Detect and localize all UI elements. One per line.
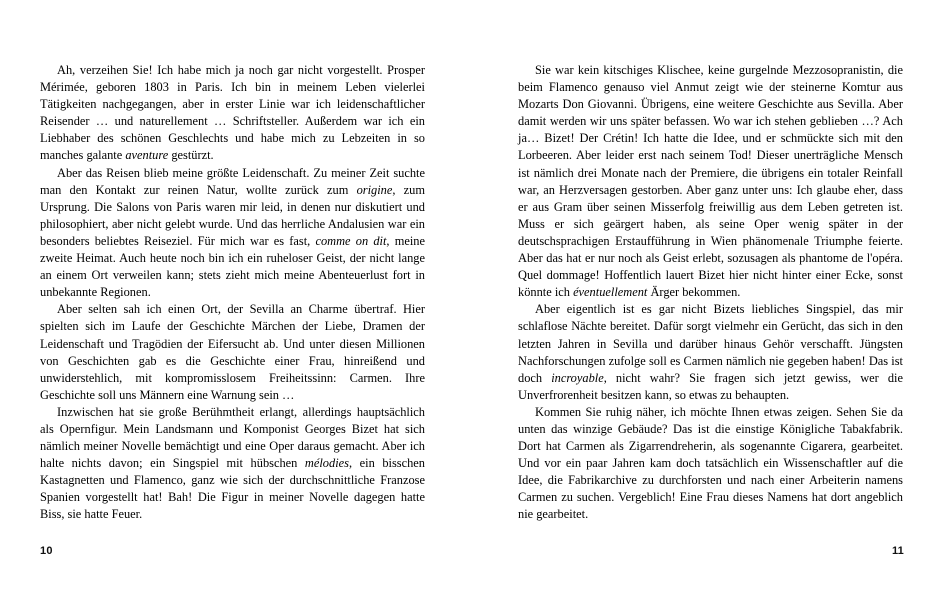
paragraph: Kommen Sie ruhig näher, ich möchte Ihnen etwas zeigen. Sehen Sie da unten das winzige Gebäude? Das ist die einstige Königliche Tabakfabrik. Dort hat Carmen als Zigarrendreherin, als sogenannte Cigarera, gearbeitet. Und vor ein paar Jahren kam doch tatsächlich ein Wissenschaftler auf die Idee, die Fabrikarchive zu durchforsten und nach einer Arbeiterin namens Carmen zu suchen. Vergeblich! Eine Frau dieses Namens hat dort angeblich nie gearbeitet. <box>518 404 903 522</box>
page-number-right: 11 <box>891 545 904 557</box>
paragraph: Aber selten sah ich einen Ort, der Sevilla an Charme übertraf. Hier spielten sich im Laufe der Geschichte Märchen der Liebe, Dramen der Leidenschaft und Tragödien der Eifersucht ab. Und unter diesen Millionen von Geschichten gab es die Geschichte einer Frau, hinreißend und unwiderstehlich, mit kompromisslosem Freiheitssinn: Carmen. Ihre Geschichte soll uns Männern eine Warnung sein … <box>40 302 425 402</box>
paragraph: Sie war kein kitschiges Klischee, keine gurgelnde Mezzosopranistin, die beim Flamenco genauso viel Anmut zeigt wie der steinerne Komtur aus Mozarts Don Giovanni. Übrigens, eine weitere Geschichte aus Sevilla. Aber damit werden wir uns später befassen. Wo war ich stehen geblieben …? Ach ja… Bizet! Der Crétin! Ich hatte die Idee, und er schmückte sich mit den Lorbeeren. Aber leider erst nach seinem Tod! Dieser unerträgliche Mensch ist nämlich drei Monate nach der Premiere, die übrigens ein totaler Reinfall war, an Herzversagen gestorben. Aber ganz unter uns: Ich glaube eher, dass er aus Gram über seinen Misserfolg freiwillig aus dem Leben getreten ist. Muss er sich geärgert haben, als seine Oper wenig später in der deutschsprachigen Erstaufführung in Wien phänomenale Triumphe feierte. Aber das hat er nur noch als Geist erlebt, sozusagen als phantome de l'opéra. Quel dommage! Hoffentlich lauert Bizet hier nicht hinter einer Ecke, sonst könnte ich éventuellement Ärger bekommen. <box>518 63 903 300</box>
paragraph: Aber eigentlich ist es gar nicht Bizets liebliches Singspiel, das mir schlaflose Nächte bereitet. Dafür sorgt vielmehr ein Gerücht, das sich in den letzten Jahren in Sevilla und darüber hinaus Gehör verschafft. Jüngsten Nachforschungen zufolge soll es Carmen nämlich nie gegeben haben! Das ist doch incroyable, nicht wahr? Sie fragen sich jetzt gewiss, wer die Unverfrorenheit besitzen kann, so etwas zu behaupten. <box>518 302 903 402</box>
paragraph: Inzwischen hat sie große Berühmtheit erlangt, allerdings hauptsächlich als Opernfigur. Mein Landsmann und Komponist Georges Bizet hat sich nämlich meiner Novelle bemächtigt und eine Oper daraus gemacht. Aber ich halte nichts davon; ein Singspiel mit hübschen mélodies, ein bisschen Kastagnetten und Flamenco, ganz wie sich der durchschnittliche Franzose Spanien vorgestellt hat! Bah! Die Figur in meiner Novelle dagegen hatte Biss, sie hatte Feuer. <box>40 404 425 522</box>
paragraph: Ah, verzeihen Sie! Ich habe mich ja noch gar nicht vorgestellt. Prosper Mérimée, geboren 1803 in Paris. Ich bin in meinem Leben vielerlei Tätigkeiten nachgegangen, aber in erster Linie war ich leidenschaftlicher Reisender … und naturellement … Schriftsteller. Außerdem war ich ein Liebhaber des schönen Geschlechts und habe mich zu Lebzeiten in so manches galante aventure gestürzt. <box>40 63 425 163</box>
paragraph: Aber das Reisen blieb meine größte Leidenschaft. Zu meiner Zeit suchte man den Kontakt zur reinen Natur, wollte zurück zum origine, zum Ursprung. Die Salons von Paris waren mir leid, in denen nur diskutiert und philosophiert, aber nicht gelebt wurde. Und das herrliche Andalusien war ein besonders beliebtes Reiseziel. Für mich war es fast, comme on dit, meine zweite Heimat. Auch heute noch bin ich ein ruheloser Geist, der nicht lange an einem Ort verweilen kann; stets zieht mich meine Abenteuerlust fort in unbekannte Regionen. <box>40 165 425 300</box>
page-left <box>0 0 472 591</box>
right-text-column <box>518 62 903 524</box>
page-right <box>472 0 944 591</box>
left-text-column <box>40 62 425 524</box>
page-number-left: 10 <box>40 545 53 557</box>
